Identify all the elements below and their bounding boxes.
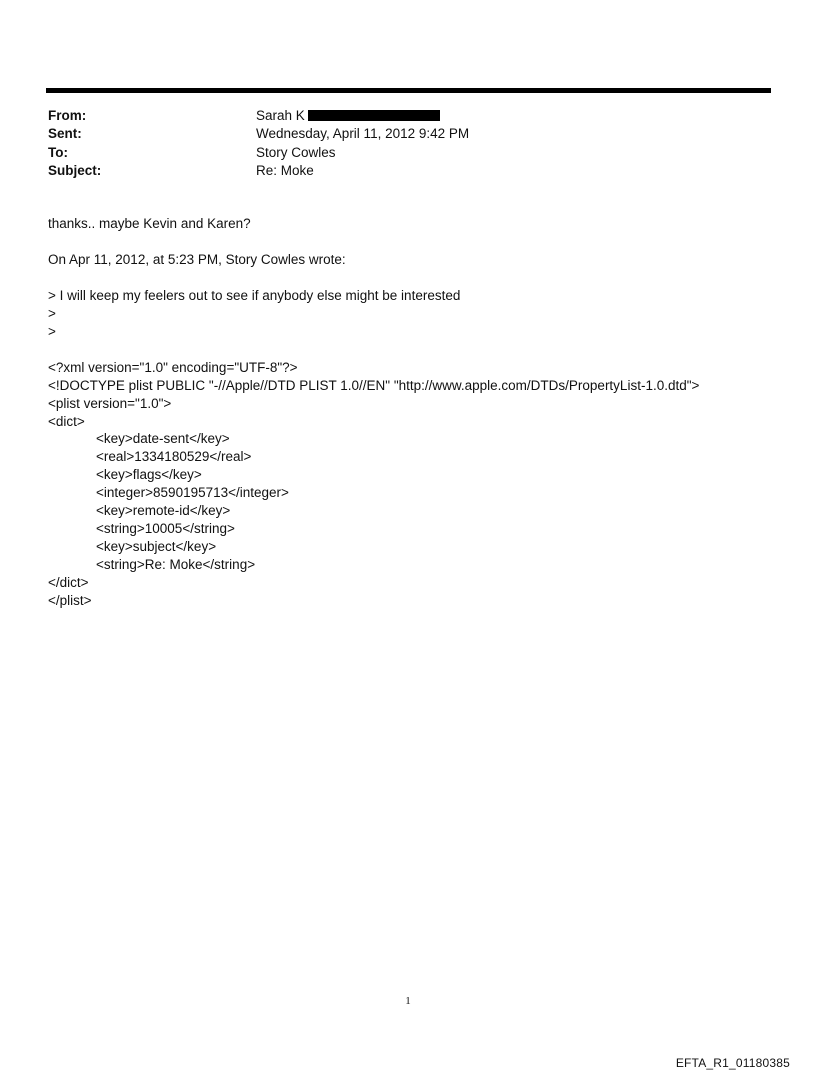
sent-value: Wednesday, April 11, 2012 9:42 PM	[256, 126, 470, 142]
plist-open-tag: <plist version="1.0">	[48, 396, 172, 411]
plist-entry: <integer>8590195713</integer>	[96, 485, 289, 500]
page-number: 1	[405, 995, 411, 1007]
plist-entry: <key>date-sent</key>	[96, 431, 230, 446]
plist-entry: <key>subject</key>	[96, 539, 217, 554]
quoted-line: > I will keep my feelers out to see if anybody else might be interested	[48, 288, 461, 303]
plist-close-tag: </plist>	[48, 593, 92, 608]
quoted-line: >	[48, 306, 56, 321]
email-header	[48, 107, 469, 180]
reply-text: thanks.. maybe Kevin and Karen?	[48, 216, 251, 231]
sent-label: Sent:	[48, 126, 82, 142]
plist-entry: <string>10005</string>	[96, 521, 235, 536]
plist-entry: <key>flags</key>	[96, 467, 202, 482]
from-value	[256, 107, 440, 125]
document-id: EFTA_R1_01180385	[675, 1056, 790, 1070]
from-row	[48, 107, 469, 125]
quoted-line: >	[48, 324, 56, 339]
dict-close-tag: </dict>	[48, 575, 89, 590]
dict-open-tag: <dict>	[48, 414, 85, 429]
plist-xml-declaration: <?xml version="1.0" encoding="UTF-8"?>	[48, 360, 298, 375]
plist-entry: <string>Re: Moke</string>	[96, 557, 256, 572]
plist-entry: <key>remote-id</key>	[96, 503, 231, 518]
plist-entry: <real>1334180529</real>	[96, 449, 252, 464]
sent-row	[48, 125, 469, 143]
subject-label: Subject:	[48, 162, 102, 178]
to-value: Story Cowles	[256, 144, 336, 160]
quote-intro: On Apr 11, 2012, at 5:23 PM, Story Cowles wrote:	[48, 252, 346, 267]
to-row	[48, 144, 469, 162]
redaction-block	[308, 110, 440, 121]
to-label: To:	[48, 144, 68, 160]
from-label: From:	[48, 108, 87, 123]
header-rule	[46, 88, 771, 93]
subject-value: Re: Moke	[256, 162, 314, 178]
plist-doctype: <!DOCTYPE plist PUBLIC "-//Apple//DTD PLIST 1.0//EN" "http://www.apple.com/DTDs/PropertyList-1.0.dtd">	[48, 378, 700, 393]
subject-row	[48, 162, 469, 180]
from-name: Sarah K	[256, 108, 305, 123]
